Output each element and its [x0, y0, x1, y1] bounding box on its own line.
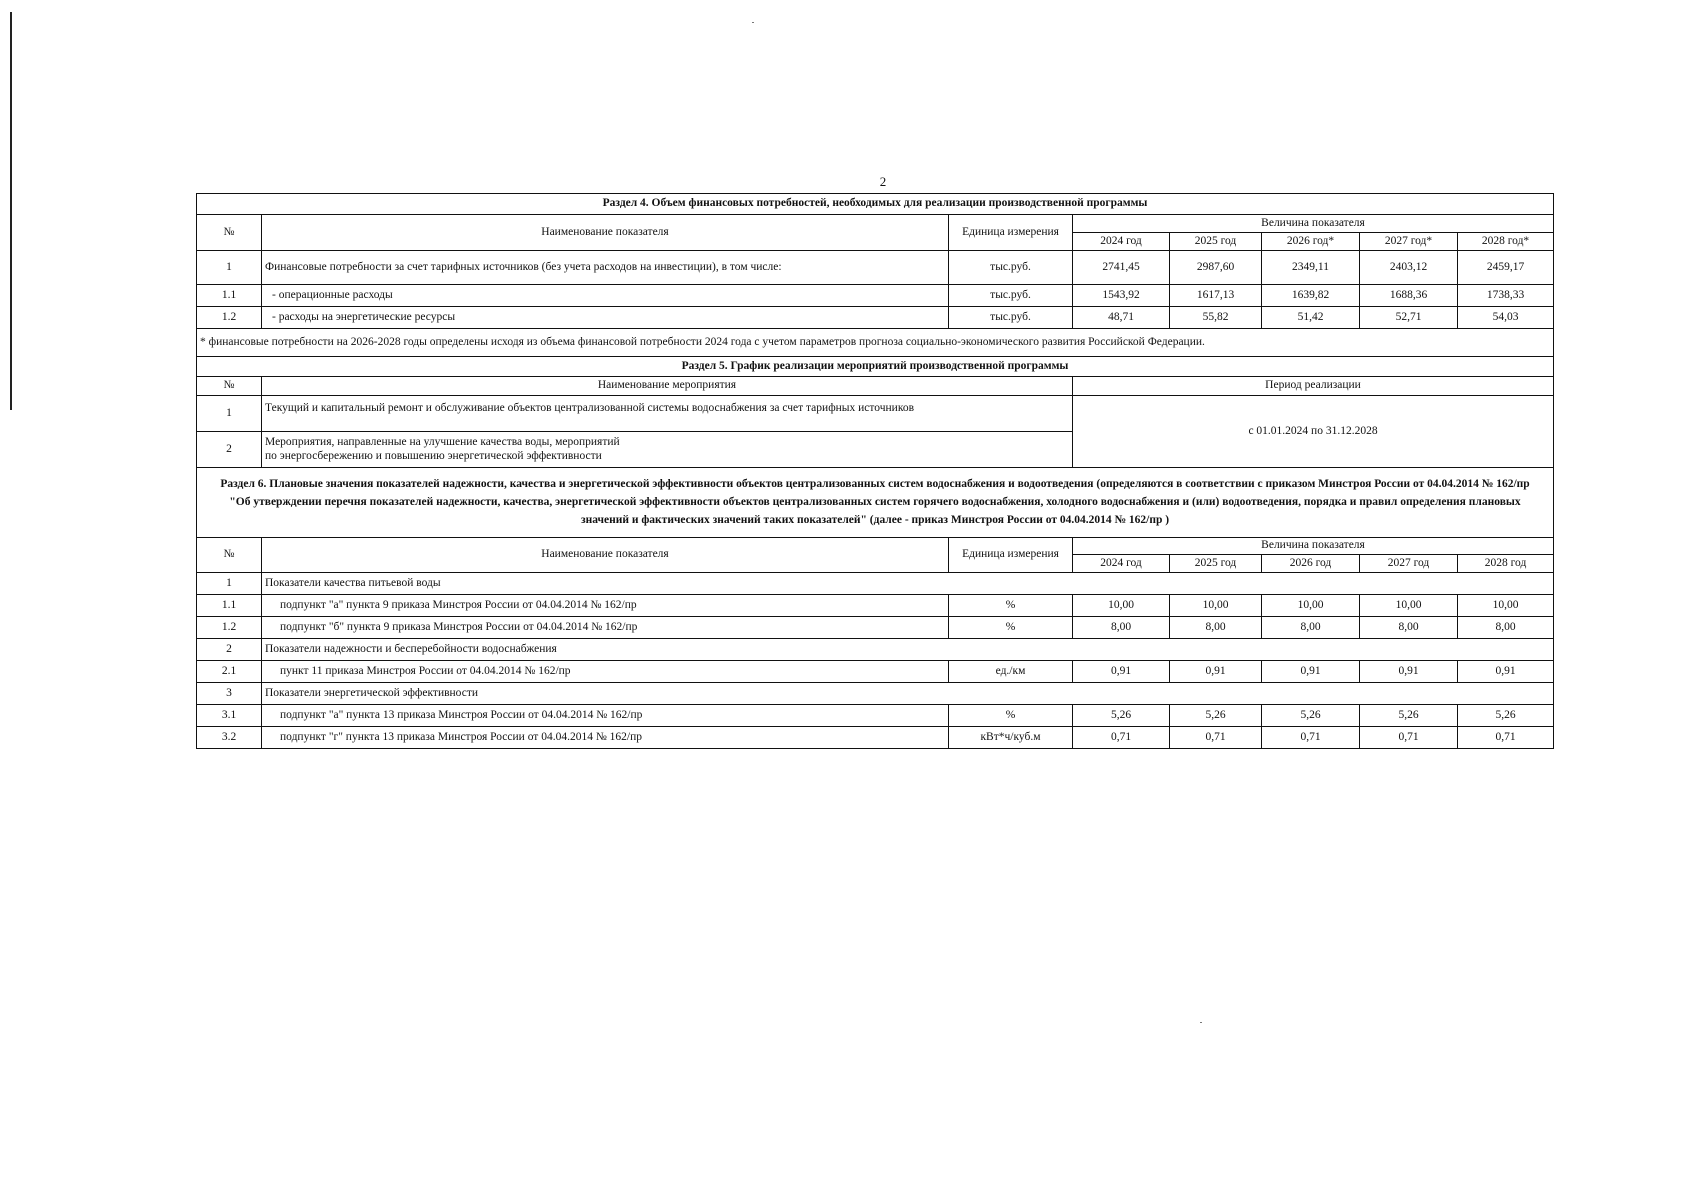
header-event-name: Наименование мероприятия [262, 377, 1073, 396]
table-row [197, 726, 1554, 748]
row-value: 10,00 [1262, 594, 1360, 616]
row-value: 48,71 [1073, 307, 1170, 329]
row-num: 2 [197, 638, 262, 660]
header-num: № [197, 215, 262, 251]
row-name: - операционные расходы [262, 285, 949, 307]
row-value: 10,00 [1170, 594, 1262, 616]
row-value: 0,71 [1073, 726, 1170, 748]
header-year: 2024 год [1073, 233, 1170, 251]
group-name: Показатели энергетической эффективности [262, 682, 1554, 704]
row-num: 3 [197, 682, 262, 704]
header-year: 2027 год* [1360, 233, 1458, 251]
group-row [197, 682, 1554, 704]
row-value: 5,26 [1360, 704, 1458, 726]
row-num: 1 [197, 251, 262, 285]
header-num: № [197, 377, 262, 396]
table-row [197, 307, 1554, 329]
row-name: Финансовые потребности за счет тарифных источников (без учета расходов на инвестиции), в том числе: [262, 251, 949, 285]
row-name [262, 432, 1073, 468]
row-value: 8,00 [1073, 616, 1170, 638]
row-unit: тыс.руб. [949, 307, 1073, 329]
row-unit: % [949, 616, 1073, 638]
header-year: 2026 год* [1262, 233, 1360, 251]
header-num: № [197, 538, 262, 572]
row-value: 1738,33 [1458, 285, 1554, 307]
section6-title: Раздел 6. Плановые значения показателей надежности, качества и энергетической эффективности объектов централизованных систем водоснабжения и водоотведения (определяются в соответствии с приказом Минстроя России от 04.04.2014 № 162/пр "Об утверждении перечня показателей надежности, качества, энергетической эффективности объектов централизованных систем горячего водоснабжения, холодного водоснабжения и (или) водоотведения, порядка и правил определения плановых значений и фактических значений таких показателей" (далее - приказ Минстроя России от 04.04.2014 № 162/пр ) [197, 468, 1554, 538]
row-value: 8,00 [1458, 616, 1554, 638]
table-row [197, 594, 1554, 616]
row-num: 3.2 [197, 726, 262, 748]
row-value: 5,26 [1170, 704, 1262, 726]
table-row [197, 616, 1554, 638]
group-row [197, 638, 1554, 660]
table-row [197, 660, 1554, 682]
table-row [197, 396, 1554, 432]
row-value: 1617,13 [1170, 285, 1262, 307]
row-value: 2459,17 [1458, 251, 1554, 285]
header-year: 2028 год* [1458, 233, 1554, 251]
row-num: 1.1 [197, 594, 262, 616]
row-unit: тыс.руб. [949, 251, 1073, 285]
group-name: Показатели надежности и бесперебойности водоснабжения [262, 638, 1554, 660]
row-value: 0,71 [1170, 726, 1262, 748]
row-name: Текущий и капитальный ремонт и обслуживание объектов централизованной системы водоснабжения за счет тарифных источников [262, 396, 1073, 432]
row-value: 1639,82 [1262, 285, 1360, 307]
row-value: 8,00 [1360, 616, 1458, 638]
header-year: 2024 год [1073, 554, 1170, 572]
header-year: 2025 год [1170, 233, 1262, 251]
row-unit: тыс.руб. [949, 285, 1073, 307]
row-value: 52,71 [1360, 307, 1458, 329]
header-year: 2025 год [1170, 554, 1262, 572]
row-value: 1543,92 [1073, 285, 1170, 307]
row-value: 0,91 [1360, 660, 1458, 682]
section5-title: Раздел 5. График реализации мероприятий производственной программы [197, 357, 1554, 377]
row-value: 2987,60 [1170, 251, 1262, 285]
table-row [197, 285, 1554, 307]
header-year: 2026 год [1262, 554, 1360, 572]
group-name: Показатели качества питьевой воды [262, 572, 1554, 594]
header-value: Величина показателя [1073, 215, 1554, 233]
scan-margin-line [10, 12, 12, 410]
table-row [197, 704, 1554, 726]
row-num: 1 [197, 396, 262, 432]
scan-speck [752, 22, 754, 23]
row-value: 10,00 [1458, 594, 1554, 616]
row-name-line: по энергосбережению и повышению энергетической эффективности [265, 449, 602, 462]
row-num: 1 [197, 572, 262, 594]
row-name: подпункт "а" пункта 9 приказа Минстроя России от 04.04.2014 № 162/пр [262, 594, 949, 616]
row-value: 5,26 [1262, 704, 1360, 726]
row-value: 51,42 [1262, 307, 1360, 329]
period-value: с 01.01.2024 по 31.12.2028 [1073, 396, 1554, 468]
row-value: 8,00 [1262, 616, 1360, 638]
row-num: 3.1 [197, 704, 262, 726]
row-num: 1.1 [197, 285, 262, 307]
row-name: подпункт "а" пункта 13 приказа Минстроя России от 04.04.2014 № 162/пр [262, 704, 949, 726]
group-row [197, 572, 1554, 594]
row-name: подпункт "б" пункта 9 приказа Минстроя России от 04.04.2014 № 162/пр [262, 616, 949, 638]
production-program-table [196, 193, 1554, 749]
section4-footnote: * финансовые потребности на 2026-2028 годы определены исходя из объема финансовой потребности 2024 года с учетом параметров прогноза социально-экономического развития Российской Федерации. [197, 329, 1554, 357]
row-name: - расходы на энергетические ресурсы [262, 307, 949, 329]
table-row [197, 251, 1554, 285]
row-value: 0,71 [1360, 726, 1458, 748]
row-value: 5,26 [1073, 704, 1170, 726]
row-name-line: Мероприятия, направленные на улучшение качества воды, мероприятий [265, 436, 620, 449]
row-value: 0,71 [1262, 726, 1360, 748]
header-name: Наименование показателя [262, 538, 949, 572]
row-num: 1.2 [197, 307, 262, 329]
scan-speck [1200, 1022, 1202, 1023]
row-value: 0,71 [1458, 726, 1554, 748]
row-name: пункт 11 приказа Минстроя России от 04.04.2014 № 162/пр [262, 660, 949, 682]
row-unit: кВт*ч/куб.м [949, 726, 1073, 748]
header-unit: Единица измерения [949, 538, 1073, 572]
row-value: 2349,11 [1262, 251, 1360, 285]
row-value: 54,03 [1458, 307, 1554, 329]
row-unit: % [949, 704, 1073, 726]
header-period: Период реализации [1073, 377, 1554, 396]
row-num: 2 [197, 432, 262, 468]
row-unit: ед./км [949, 660, 1073, 682]
row-value: 5,26 [1458, 704, 1554, 726]
header-value: Величина показателя [1073, 538, 1554, 554]
row-value: 1688,36 [1360, 285, 1458, 307]
page-number: 2 [879, 174, 887, 189]
row-unit: % [949, 594, 1073, 616]
row-value: 0,91 [1170, 660, 1262, 682]
row-value: 0,91 [1262, 660, 1360, 682]
row-num: 2.1 [197, 660, 262, 682]
row-value: 0,91 [1073, 660, 1170, 682]
section4-title: Раздел 4. Объем финансовых потребностей, необходимых для реализации производственной программы [197, 194, 1554, 215]
row-value: 8,00 [1170, 616, 1262, 638]
row-num: 1.2 [197, 616, 262, 638]
row-value: 2741,45 [1073, 251, 1170, 285]
header-year: 2028 год [1458, 554, 1554, 572]
row-value: 0,91 [1458, 660, 1554, 682]
row-value: 55,82 [1170, 307, 1262, 329]
header-name: Наименование показателя [262, 215, 949, 251]
row-value: 10,00 [1073, 594, 1170, 616]
row-value: 10,00 [1360, 594, 1458, 616]
header-year: 2027 год [1360, 554, 1458, 572]
row-name: подпункт "г" пункта 13 приказа Минстроя России от 04.04.2014 № 162/пр [262, 726, 949, 748]
header-unit: Единица измерения [949, 215, 1073, 251]
row-value: 2403,12 [1360, 251, 1458, 285]
